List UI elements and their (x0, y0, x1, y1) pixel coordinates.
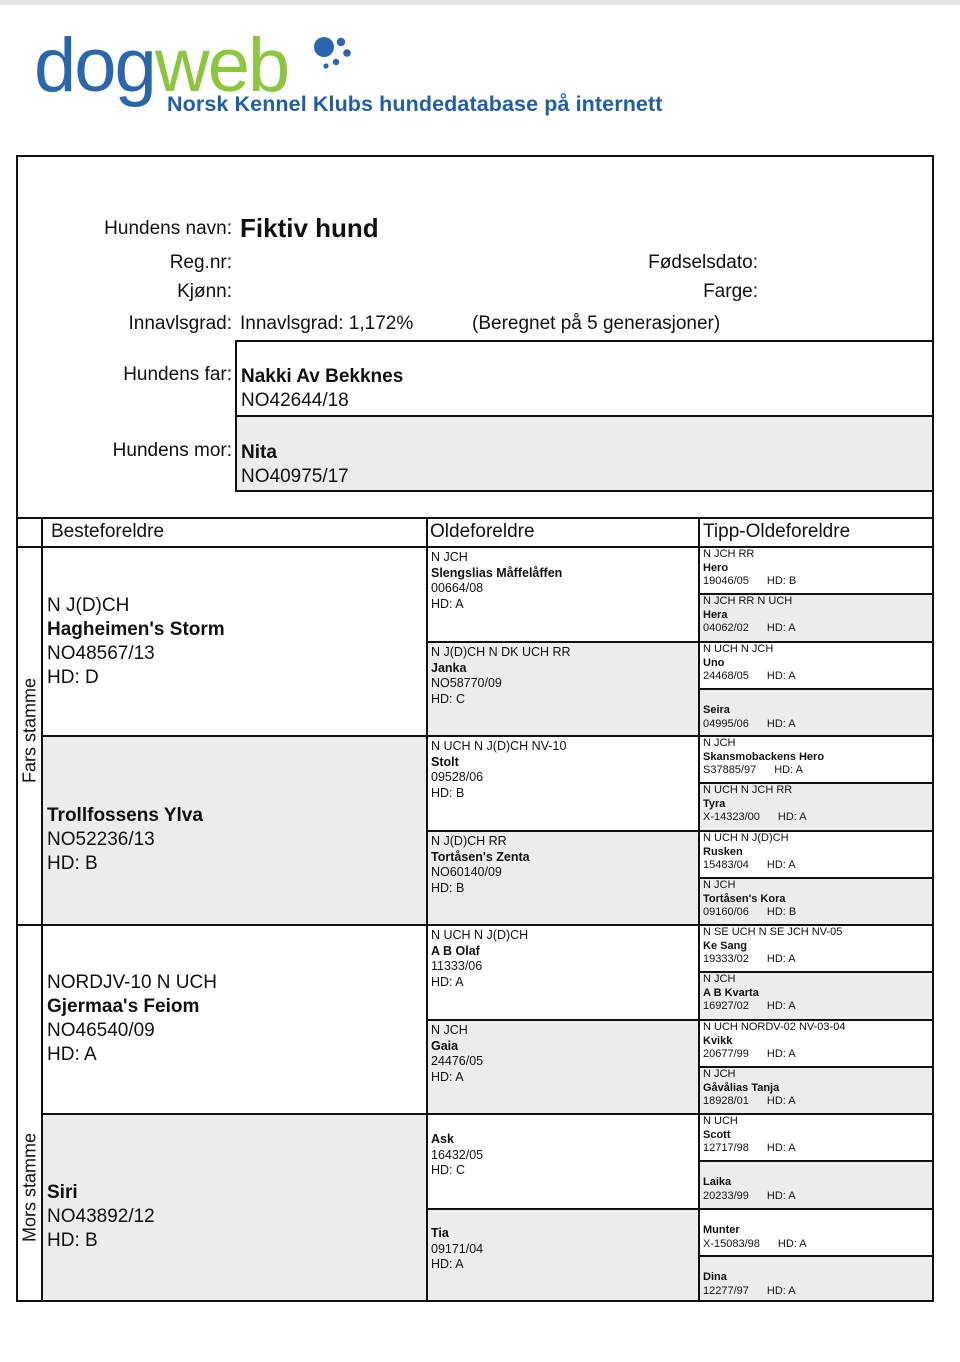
ggg-title: N UCH NORDV-02 NV-03-04 (703, 1021, 846, 1033)
grandparent-title: NORDJV-10 N UCH (47, 972, 217, 993)
ggg-hd: HD: A (777, 811, 807, 823)
dogweb-logo[interactable] (34, 23, 734, 126)
great-great-grandparent-cell[interactable] (698, 1160, 934, 1210)
gg-title: N UCH N J(D)CH (431, 928, 529, 942)
ggg-hd: HD: A (766, 1000, 796, 1012)
great-great-grandparent-cell[interactable] (698, 1113, 934, 1162)
ggg-name: Kvikk (703, 1034, 733, 1047)
ggg-title: N JCH RR N UCH (703, 595, 793, 607)
color-label: Farge: (703, 281, 758, 302)
grandparent-hd: HD: B (47, 853, 98, 874)
ggg-name: Uno (703, 656, 725, 669)
header-great-great-grandparents-label: Tipp-Oldeforeldre (703, 521, 851, 542)
gg-name: A B Olaf (431, 943, 480, 958)
grandparent-cell[interactable] (41, 546, 428, 737)
grandparent-reg: NO43892/12 (47, 1206, 155, 1227)
ggg-hd: HD: A (766, 670, 796, 682)
gg-name: Ask (431, 1132, 454, 1146)
side-mors-label: Mors stamme (19, 1133, 40, 1243)
ggg-reg: 15483/04 (703, 859, 749, 871)
grandparent-title: N J(D)CH (47, 595, 130, 616)
top-border (0, 0, 960, 5)
great-grandparent-cell[interactable] (426, 1113, 700, 1210)
grandparent-cell[interactable] (41, 924, 428, 1115)
grandparent-cell[interactable] (41, 1113, 428, 1302)
gg-reg: 09171/04 (431, 1241, 484, 1256)
gg-reg: 00664/08 (431, 581, 484, 595)
ggg-hd: HD: A (766, 1048, 796, 1060)
grandparent-hd: HD: B (47, 1230, 98, 1251)
ggg-title: N UCH N JCH (703, 643, 774, 655)
regnr-label: Reg.nr: (169, 252, 232, 273)
dog-name: Fiktiv hund (240, 213, 379, 243)
ggg-reg: 04062/02 (703, 622, 749, 634)
ggg-hd: HD: A (766, 1189, 796, 1202)
ggg-reg: 20677/99 (703, 1048, 749, 1060)
ggg-hd: HD: A (774, 764, 803, 776)
ggg-title: N JCH (703, 1068, 736, 1080)
ggg-reg: 12277/97 (703, 1284, 749, 1297)
great-great-grandparent-cell[interactable] (698, 1255, 934, 1302)
ggg-hd: HD: B (766, 906, 797, 918)
great-great-grandparent-cell[interactable] (698, 735, 934, 784)
grandparent-cell[interactable] (41, 735, 428, 926)
great-grandparent-cell[interactable] (426, 546, 700, 643)
great-great-grandparent-cell[interactable] (698, 971, 934, 1021)
ggg-reg: 20233/99 (703, 1189, 749, 1202)
ggg-name: Rusken (703, 845, 743, 858)
gg-name: Stolt (431, 754, 459, 769)
ggg-title: N UCH N J(D)CH (703, 832, 789, 844)
great-grandparent-cell[interactable] (426, 1208, 700, 1302)
great-great-grandparent-cell[interactable] (698, 830, 934, 879)
grandparent-hd: HD: A (47, 1044, 97, 1065)
ggg-reg: X-14323/00 (703, 811, 760, 823)
ggg-hd: HD: B (766, 575, 797, 587)
great-great-grandparent-cell[interactable] (698, 1066, 934, 1115)
ggg-reg: 19046/05 (703, 575, 749, 587)
header-great-great-grandparents (698, 517, 934, 548)
mother-reg: NO40975/17 (241, 466, 349, 487)
side-fars (16, 546, 43, 926)
gg-title: N J(D)CH N DK UCH RR (431, 645, 571, 659)
inbreeding-note: (Beregnet på 5 generasjoner) (472, 313, 721, 334)
great-great-grandparent-cell[interactable] (698, 688, 934, 737)
great-grandparent-cell[interactable] (426, 1019, 700, 1115)
ggg-name: A B Kvarta (703, 986, 759, 999)
gg-hd: HD: C (431, 691, 466, 706)
gg-title: N JCH (431, 550, 468, 564)
great-great-grandparent-cell[interactable] (698, 546, 934, 595)
header-great-grandparents (426, 517, 700, 548)
grandparent-name: Gjermaa's Feiom (47, 996, 200, 1017)
father-name: Nakki Av Bekknes (241, 366, 404, 387)
ggg-name: Tyra (703, 797, 726, 810)
great-great-grandparent-cell[interactable] (698, 1208, 934, 1257)
grandparent-reg: NO52236/13 (47, 829, 155, 850)
gg-reg: NO58770/09 (431, 676, 502, 690)
side-mors (16, 924, 43, 1302)
great-great-grandparent-cell[interactable] (698, 641, 934, 690)
ggg-hd: HD: A (777, 1237, 807, 1250)
gg-name: Slengslias Måffelåffen (431, 565, 563, 580)
ggg-name: Scott (703, 1128, 731, 1141)
gender-label: Kjønn: (177, 281, 232, 302)
ggg-hd: HD: A (766, 1142, 796, 1154)
mother-name: Nita (241, 442, 277, 463)
great-grandparent-cell[interactable] (426, 924, 700, 1021)
ggg-reg: 24468/05 (703, 670, 749, 682)
inbreeding-label: Innavlsgrad: (128, 313, 232, 334)
ggg-name: Munter (703, 1224, 740, 1236)
ggg-hd: HD: A (766, 1095, 796, 1107)
ggg-title: N JCH (703, 973, 736, 985)
side-fars-label: Fars stamme (19, 678, 40, 784)
gg-reg: NO60140/09 (431, 865, 502, 879)
header-grandparents (41, 517, 428, 548)
ggg-title: N JCH RR (703, 548, 755, 560)
grandparent-name: Trollfossens Ylva (47, 805, 203, 826)
ggg-name: Gåvålias Tanja (703, 1081, 780, 1094)
ggg-reg: 04995/06 (703, 717, 749, 730)
ggg-name: Seira (703, 704, 730, 716)
ggg-hd: HD: A (766, 717, 796, 730)
gg-hd: HD: A (431, 1257, 464, 1271)
gg-reg: 09528/06 (431, 770, 484, 784)
great-great-grandparent-cell[interactable] (698, 593, 934, 643)
logo-tagline: Norsk Kennel Klubs hundedatabase på internett (167, 92, 663, 116)
great-great-grandparent-cell[interactable] (698, 924, 934, 973)
ggg-title: N JCH (703, 737, 736, 749)
gg-title: N UCH N J(D)CH NV-10 (431, 739, 567, 753)
grandparent-hd: HD: D (47, 667, 99, 688)
father-label: Hundens far: (123, 364, 232, 385)
gg-name: Tia (431, 1226, 449, 1240)
great-grandparent-cell[interactable] (426, 830, 700, 926)
ggg-name: Ke Sang (703, 939, 748, 952)
father-reg: NO42644/18 (241, 390, 349, 411)
gg-reg: 11333/06 (431, 959, 483, 973)
ggg-name: Dina (703, 1271, 727, 1283)
gg-name: Tortåsen's Zenta (431, 849, 530, 864)
gg-hd: HD: B (431, 785, 465, 800)
header-corner (16, 517, 43, 548)
gg-hd: HD: A (431, 1069, 464, 1084)
father-cell[interactable] (235, 340, 934, 417)
ggg-name: Tortåsen's Kora (703, 892, 786, 905)
grandparent-name: Hagheimen's Storm (47, 619, 225, 640)
header-grandparents-label: Besteforeldre (51, 521, 165, 542)
ggg-reg: 18928/01 (703, 1095, 749, 1107)
ggg-reg: X-15083/98 (703, 1237, 760, 1250)
paw-dots-icon (312, 36, 362, 76)
ggg-hd: HD: A (766, 622, 796, 634)
name-label: Hundens navn: (104, 218, 232, 239)
logo-dog: dog (34, 23, 155, 108)
gg-reg: 16432/05 (431, 1147, 484, 1162)
ggg-reg: S37885/97 (703, 764, 757, 776)
great-grandparent-cell[interactable] (426, 641, 700, 737)
gg-hd: HD: A (431, 596, 464, 611)
ggg-name: Hera (703, 608, 728, 621)
gg-title: N J(D)CH RR (431, 834, 507, 848)
ggg-reg: 19333/02 (703, 953, 749, 965)
ggg-reg: 16927/02 (703, 1000, 749, 1012)
grandparent-reg: NO46540/09 (47, 1020, 155, 1041)
header-great-grandparents-label: Oldeforeldre (430, 521, 535, 542)
grandparent-reg: NO48567/13 (47, 643, 155, 664)
ggg-name: Skansmobackens Hero (703, 750, 825, 763)
inbreeding-value: Innavlsgrad: 1,172% (240, 313, 414, 334)
great-grandparent-cell[interactable] (426, 735, 700, 832)
ggg-reg: 12717/98 (703, 1142, 749, 1154)
gg-hd: HD: B (431, 880, 465, 895)
logo-web: web (154, 23, 289, 108)
gg-name: Janka (431, 660, 467, 675)
gg-hd: HD: A (431, 974, 464, 989)
ggg-name: Hero (703, 561, 729, 574)
ggg-hd: HD: A (766, 1284, 796, 1297)
ggg-hd: HD: A (766, 859, 796, 871)
ggg-title: N JCH (703, 879, 736, 891)
great-great-grandparent-cell[interactable] (698, 1019, 934, 1068)
ggg-name: Laika (703, 1176, 732, 1188)
grandparent-name: Siri (47, 1182, 78, 1203)
ggg-hd: HD: A (766, 953, 796, 965)
great-great-grandparent-cell[interactable] (698, 877, 934, 926)
great-great-grandparent-cell[interactable] (698, 782, 934, 832)
gg-name: Gaia (431, 1038, 459, 1053)
gg-reg: 24476/05 (431, 1054, 484, 1068)
ggg-title: N UCH N JCH RR (703, 784, 793, 796)
mother-label: Hundens mor: (112, 440, 232, 461)
ggg-reg: 09160/06 (703, 906, 749, 918)
gg-hd: HD: C (431, 1163, 466, 1177)
birthdate-label: Fødselsdato: (648, 252, 758, 273)
ggg-title: N SE UCH N SE JCH NV-05 (703, 926, 843, 938)
mother-cell[interactable] (235, 415, 934, 492)
gg-title: N JCH (431, 1023, 468, 1037)
ggg-title: N UCH (703, 1115, 738, 1127)
